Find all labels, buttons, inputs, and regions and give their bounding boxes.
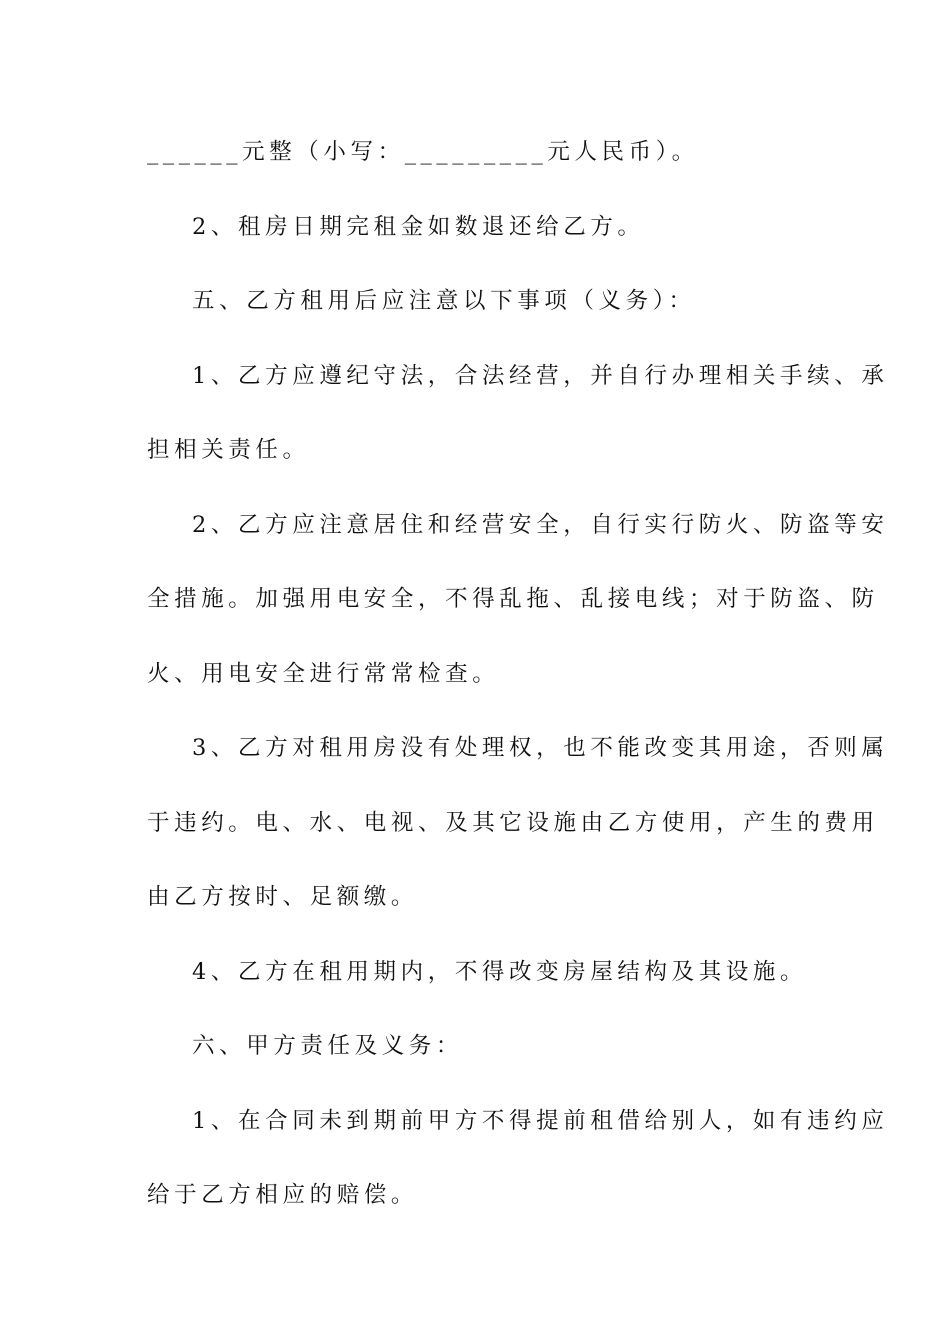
section-5-heading: 五、乙方租用后应注意以下事项（义务）：: [192, 288, 696, 314]
section-6-heading: 六、甲方责任及义务：: [192, 1033, 464, 1059]
clause-5-item-3-line-1: 3、乙方对租用房没有处理权，也不能改变其用途，否则属: [192, 735, 889, 761]
clause-5-item-1-line-1: 1、乙方应遵纪守法，合法经营，并自行办理相关手续、承: [192, 362, 889, 389]
clause-4-item-2: 2、租房日期完租金如数退还给乙方。: [192, 213, 645, 240]
clause-5-item-3-line-3: 由乙方按时、足额缴。: [147, 884, 419, 910]
clause-5-item-2-line-3: 火、用电安全进行常常检查。: [147, 660, 500, 687]
document-body: [147, 132, 889, 1250]
clause-6-item-1-line-2: 给于乙方相应的赔偿。: [147, 1182, 419, 1208]
clause-6-item-1-line-1: 1、在合同未到期前甲方不得提前租借给别人，如有违约应: [192, 1107, 889, 1134]
text-line-amount: ______元整（小写：_________元人民币）。: [147, 139, 699, 165]
clause-5-item-3-line-2: 于违约。电、水、电视、及其它设施由乙方使用，产生的费用: [147, 809, 879, 836]
clause-5-item-2-line-2: 全措施。加强用电安全，不得乱拖、乱接电线；对于防盗、防: [147, 586, 879, 612]
clause-5-item-1-line-2: 担相关责任。: [147, 437, 310, 463]
clause-5-item-4: 4、乙方在租用期内，不得改变房屋结构及其设施。: [192, 958, 808, 985]
clause-5-item-2-line-1: 2、乙方应注意居住和经营安全，自行实行防火、防盗等安: [192, 511, 889, 538]
